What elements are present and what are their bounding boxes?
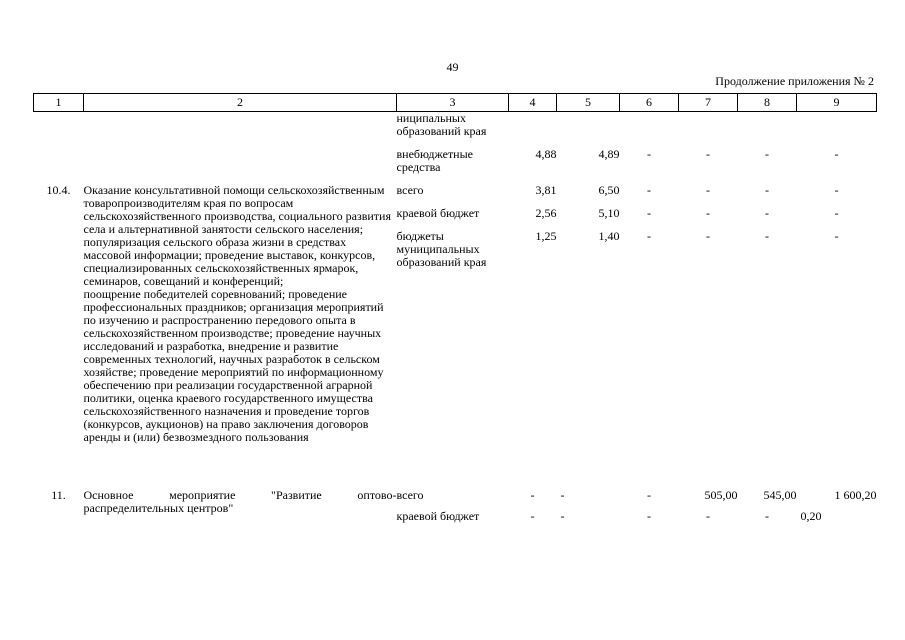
table-row xyxy=(34,184,877,197)
col-header: 1 xyxy=(34,94,84,112)
table-row xyxy=(34,112,877,139)
value-cell: 505,00 xyxy=(704,488,738,502)
funding-source: всего xyxy=(396,488,424,502)
value-cell: - xyxy=(560,509,565,523)
value-cell: - xyxy=(647,206,651,220)
value-cell: - xyxy=(765,206,769,220)
col-header: 3 xyxy=(397,94,509,112)
value-cell: 1 600,20 xyxy=(834,488,877,502)
col-header: 6 xyxy=(620,94,679,112)
value-cell: 4,89 xyxy=(598,147,620,161)
col-header: 4 xyxy=(509,94,557,112)
value-cell: - xyxy=(706,509,710,523)
value-cell: - xyxy=(765,509,769,523)
value-cell: 4,88 xyxy=(535,147,557,161)
value-cell: 3,81 xyxy=(535,183,557,197)
funding-source: внебюджетные средства xyxy=(396,147,473,174)
value-cell: 6,50 xyxy=(598,183,620,197)
item-number: 11. xyxy=(51,488,66,502)
item-description: Оказание консультативной помощи сельскохозяйственным товаропроизводителям края по вопросам сельскохозяйственного производства, социального развития села и альтернативной занятости сельского населения; популяризация сельского образа жизни в средствах массовой информации; проведение выставок, конкурсов, специализированных сельскохозяйственных ярмарок, семинаров, совещаний и конференций; поощрение победителей соревнований; проведение профессиональных праздников; организация мероприятий по изучению и распространению передового опыта в сельскохозяйственном производстве; проведение научных исследований и разработка, внедрение и развитие современных технологий, научных разработок в сельском хозяйстве; проведение мероприятий по информационному обеспечению при реализации государственной аграрной политики, оценка краевого государственного имущества сельскохозяйственного назначения и проведение торгов (конкурсов, аукционов) на право заключения договоров аренды и (или) безвозмездного пользования xyxy=(83,183,391,444)
item-description: Основное мероприятие "Развитие оптово-распределительных центров" xyxy=(83,488,397,515)
value-cell: - xyxy=(834,206,839,220)
value-cell: - xyxy=(647,509,651,523)
value-cell: - xyxy=(647,147,651,161)
value-cell: 1,40 xyxy=(598,229,620,243)
value-cell: - xyxy=(530,509,535,523)
value-cell: - xyxy=(834,183,839,197)
funding-source: ниципальных образований края xyxy=(396,111,487,138)
value-cell: - xyxy=(706,183,710,197)
funding-source: краевой бюджет xyxy=(396,206,480,220)
value-cell: - xyxy=(765,183,769,197)
value-cell: - xyxy=(530,488,535,502)
table-row xyxy=(34,148,877,174)
value-cell: - xyxy=(765,229,769,243)
value-cell: 0,20 xyxy=(800,509,822,523)
value-cell: - xyxy=(647,229,651,243)
value-cell: - xyxy=(647,183,651,197)
value-cell: - xyxy=(765,147,769,161)
value-cell: - xyxy=(706,229,710,243)
value-cell: 5,10 xyxy=(598,206,620,220)
value-cell: - xyxy=(706,206,710,220)
funding-source: краевой бюджет xyxy=(396,509,480,523)
col-header: 9 xyxy=(797,94,877,112)
program-table xyxy=(33,93,877,523)
col-header: 7 xyxy=(679,94,738,112)
col-header: 8 xyxy=(738,94,797,112)
continuation-note: Продолжение приложения № 2 xyxy=(715,74,874,88)
value-cell: 545,00 xyxy=(763,488,797,502)
value-cell: - xyxy=(834,147,839,161)
value-cell: - xyxy=(560,488,565,502)
value-cell: - xyxy=(834,229,839,243)
funding-source: бюджеты муниципальных образований края xyxy=(396,229,487,269)
value-cell: 2,56 xyxy=(535,206,557,220)
value-cell: 1,25 xyxy=(535,229,557,243)
value-cell: - xyxy=(647,488,651,502)
table-row xyxy=(34,489,877,502)
page-number: 49 xyxy=(446,60,459,74)
col-header: 5 xyxy=(557,94,620,112)
item-number: 10.4. xyxy=(46,183,71,197)
value-cell: - xyxy=(706,147,710,161)
col-header: 2 xyxy=(84,94,397,112)
header-row xyxy=(34,94,877,112)
funding-source: всего xyxy=(396,183,424,197)
